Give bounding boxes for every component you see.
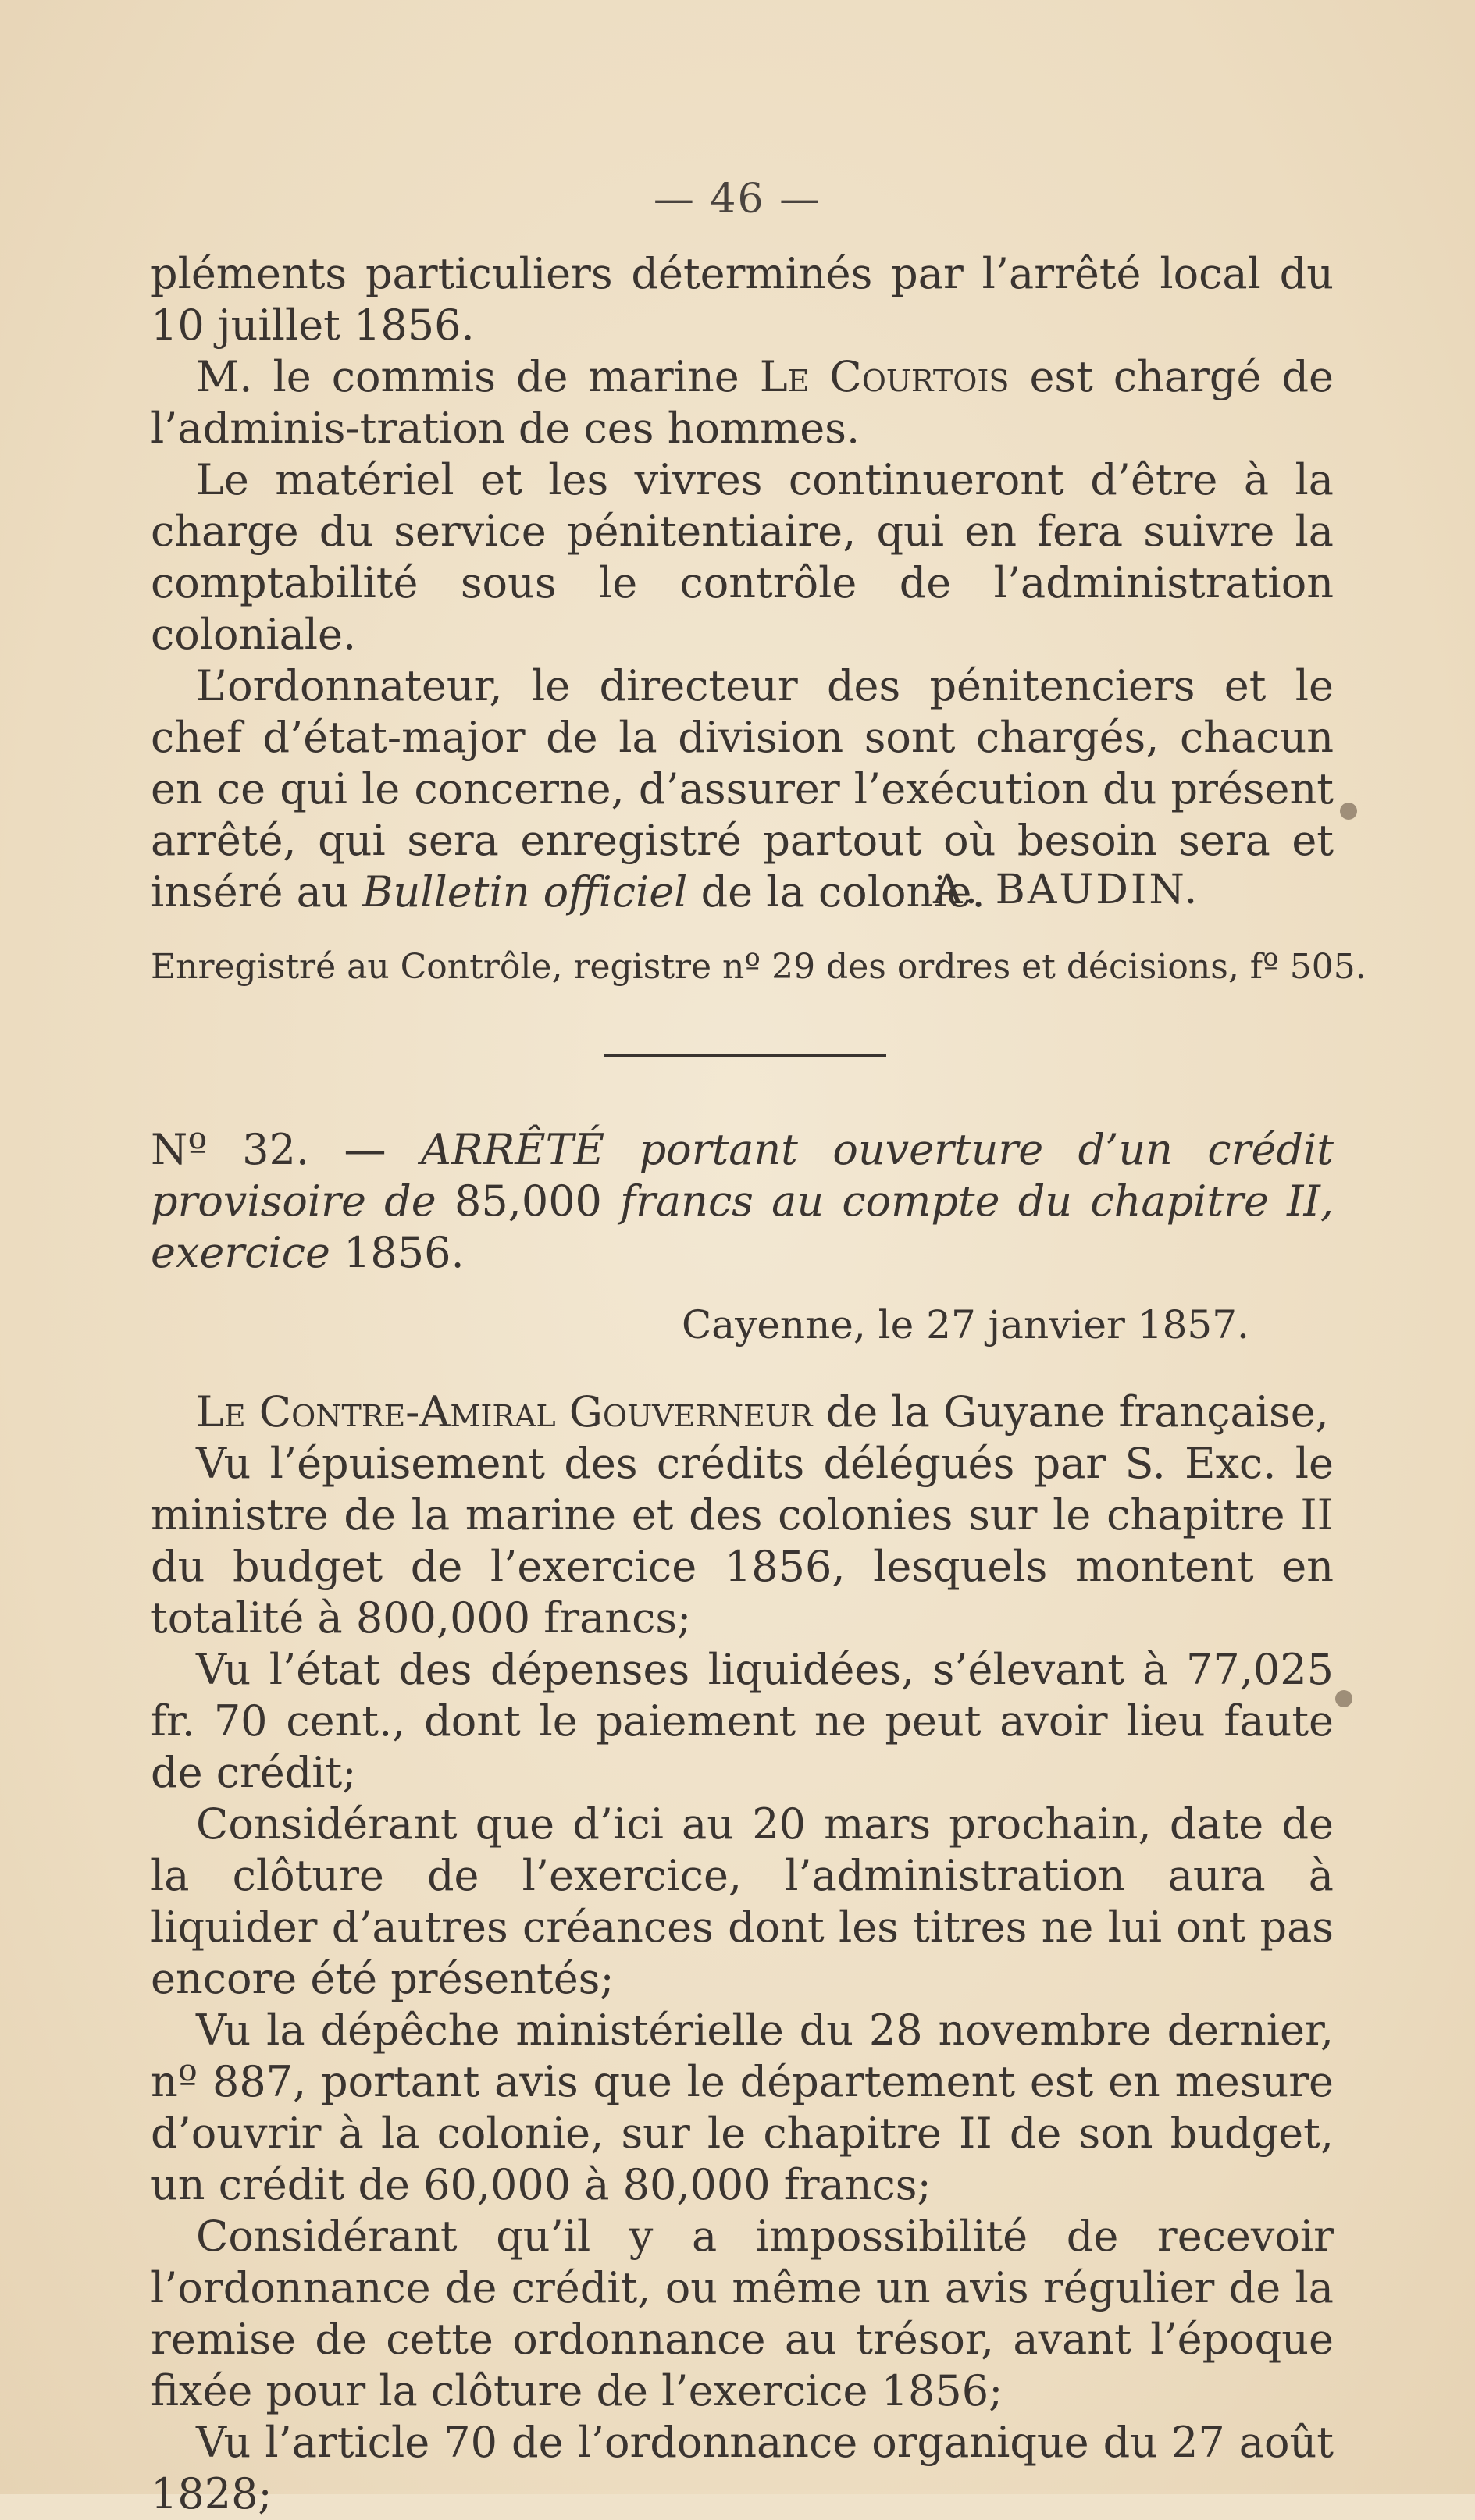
consideration-4: Vu la dépêche ministérielle du 28 novembre dernier, nº 887, portant avis que le département est en mesure d’ouvrir à la colonie, sur le chapitre II de son budget, un crédit de 60,000 à 80,000 francs; <box>151 2006 1334 2209</box>
ink-spot <box>1335 1690 1352 1707</box>
decree-title-a: ARRÊTÉ portant ouverture d’un crédit provisoire de <box>151 1125 1334 1226</box>
bulletin-title: Bulletin officiel <box>362 867 688 917</box>
decree-year: 1856. <box>344 1228 465 1277</box>
decree-body <box>151 1386 1334 2520</box>
decree-title <box>151 1124 1334 1279</box>
signature: A. BAUDIN. <box>933 867 1200 913</box>
consideration-3: Considérant que d’ici au 20 mars prochain, date de la clôture de l’exercice, l’administration aura à liquider d’autres créances dont les titres ne lui ont pas encore été présentés; <box>151 1799 1334 2003</box>
decree-number: Nº 32. — <box>151 1125 387 1174</box>
paragraph-2-prefix: M. le commis de marine <box>196 352 760 401</box>
paragraph-2 <box>151 351 1334 454</box>
governor-title: Le Contre-Amiral Gouverneur <box>196 1387 813 1436</box>
paragraph-4-suffix: de la colonie. <box>687 867 985 917</box>
paragraph-4-prefix: L’ordonnateur, le directeur des pénitenciers et le chef d’état-major de la division sont chargés, chacun en ce qui le concerne, d’assurer l’exécution du présent arrêté, qui sera enregistré partout où besoin sera et inséré au <box>151 661 1334 917</box>
commis-name: Le Courtois <box>759 352 1010 401</box>
top-text-block <box>151 248 1334 918</box>
decree-amount: 85,000 <box>454 1176 602 1226</box>
governor-suffix: de la Guyane française, <box>812 1387 1329 1436</box>
paragraph-1: pléments particuliers déterminés par l’arrêté local du 10 juillet 1856. <box>151 249 1334 350</box>
consideration-5: Considérant qu’il y a impossibilité de recevoir l’ordonnance de crédit, ou même un avis régulier de la remise de cette ordonnance au trésor, avant l’époque fixée pour la clôture de l’exercice 1856; <box>151 2212 1334 2415</box>
consideration-2: Vu l’état des dépenses liquidées, s’élevant à 77,025 fr. 70 cent., dont le paiement ne peut avoir lieu faute de crédit; <box>151 1645 1334 1797</box>
decree-title-b: francs au compte du chapitre II, exercice <box>151 1176 1334 1277</box>
paragraph-2-suffix: est chargé de l’adminis-tration de ces hommes. <box>151 352 1334 453</box>
consideration-1: Vu l’épuisement des crédits délégués par S. Exc. le ministre de la marine et des colonies sur le chapitre II du budget de l’exercice 1856, lesquels montent en totalité à 800,000 francs; <box>151 1439 1334 1643</box>
place-date: Cayenne, le 27 janvier 1857. <box>682 1302 1249 1347</box>
section-divider <box>604 1054 886 1057</box>
governor-line <box>151 1386 1334 1438</box>
consideration-6: Vu l’article 70 de l’ordonnance organique du 27 août 1828; <box>151 2418 1334 2518</box>
page-number: — 46 — <box>653 176 822 222</box>
paragraph-3: Le matériel et les vivres continueront d’être à la charge du service pénitentiaire, qui en fera suivre la comptabilité sous le contrôle de l’administration coloniale. <box>151 455 1334 659</box>
registration-note: Enregistré au Contrôle, registre nº 29 des ordres et décisions, fº 505. <box>151 947 1366 987</box>
ink-spot <box>1340 803 1357 820</box>
